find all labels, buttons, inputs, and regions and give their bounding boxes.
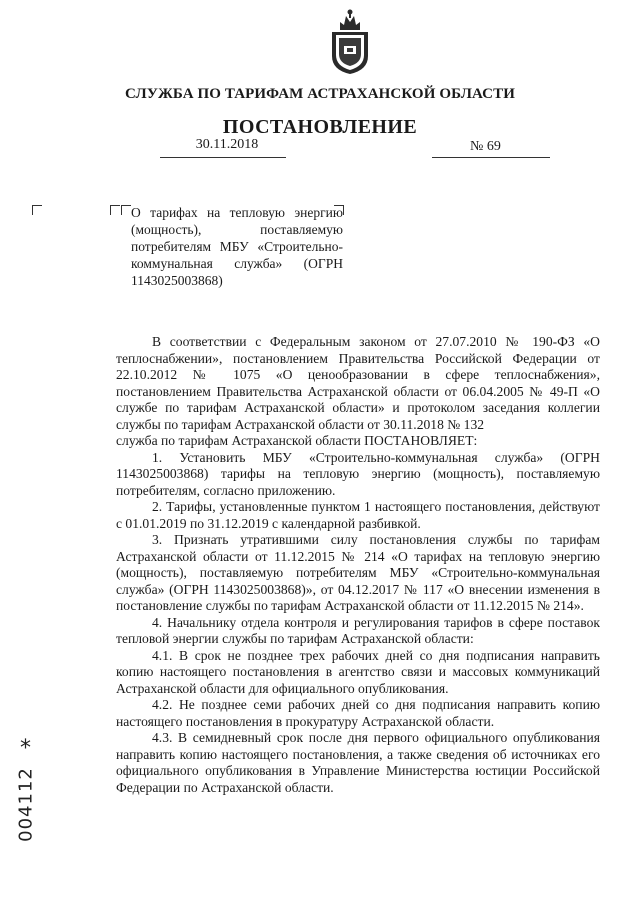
resolution-clause: служба по тарифам Астраханской области ПОСТАНОВЛЯЕТ: <box>116 433 478 448</box>
document-number: № 69 <box>470 139 501 154</box>
astrakhan-coat-of-arms-icon <box>326 8 374 76</box>
document-date: 30.11.2018 <box>195 137 259 152</box>
clause-4-2: 4.2. Не позднее семи рабочих дней со дня подписания направить копию настоящего постановления в прокуратуру Астраханской области. <box>116 697 600 729</box>
preamble-paragraph: В соответствии с Федеральным законом от 27.07.2010 № 190-ФЗ «О теплоснабжении», постановлением Правительства Российской Федерации от 22.10.2012 № 1075 «О ценообразовании в сфере теплоснабжения», постановлением Правительства Астраханской области от 06.04.2005 № 49-П «О службе по тарифам Астраханской области» и протоколом заседания коллегии службы по тарифам Астраханской области от 30.11.2018 № 132 <box>116 334 600 432</box>
registration-stamp <box>14 736 38 854</box>
stamp-star-mark: * <box>20 736 31 761</box>
subject-corner-mark-left <box>110 205 120 215</box>
document-type-title: ПОСТАНОВЛЕНИЕ <box>222 116 418 138</box>
document-body <box>116 334 600 796</box>
clause-1: 1. Установить МБУ «Строительно-коммунальная служба» (ОГРН 1143025003868) тарифы на тепловую энергию (мощность), поставляемую потребителям, согласно приложению. <box>116 449 600 498</box>
date-underline <box>160 157 286 158</box>
document-subject: О тарифах на тепловую энергию (мощность), поставляемую потребителям МБУ «Строительно-коммунальная служба» (ОГРН 1143025003868) <box>131 205 343 288</box>
clause-2: 2. Тарифы, установленные пунктом 1 настоящего постановления, действуют с 01.01.2019 по 31.12.2019 с календарной разбивкой. <box>116 499 600 531</box>
clause-3: 3. Признать утратившими силу постановления службы по тарифам Астраханской области от 11.12.2015 № 214 «О тарифах на тепловую энергию (мощность), поставляемую потребителям МБУ «Строительно-коммунальная служба» (ОГРН 1143025003868)», от 04.12.2017 № 117 «О внесении изменения в постановление службы по тарифам Астраханской области от 11.12.2015 № 214». <box>116 532 600 613</box>
stamp-number: 004112 <box>15 767 37 842</box>
left-margin-corner-mark <box>32 205 42 215</box>
clause-4: 4. Начальнику отдела контроля и регулирования тарифов в сфере поставок тепловой энергии службы по тарифам Астраханской области: <box>116 614 600 646</box>
subject-corner-mark-inner <box>121 205 131 215</box>
number-underline <box>432 157 550 158</box>
clause-4-3: 4.3. В семидневный срок после дня первого официального опубликования направить копию настоящего постановления, а также сведения об источниках его официального опубликования в Управление Министерства юстиции Российской Федерации по Астраханской области. <box>116 730 600 795</box>
clause-4-1: 4.1. В срок не позднее трех рабочих дней со дня подписания направить копию настоящего постановления в агентство связи и массовых коммуникаций Астраханской области для официального опубликования. <box>116 647 600 696</box>
organization-name: СЛУЖБА ПО ТАРИФАМ АСТРАХАНСКОЙ ОБЛАСТИ <box>125 86 515 102</box>
